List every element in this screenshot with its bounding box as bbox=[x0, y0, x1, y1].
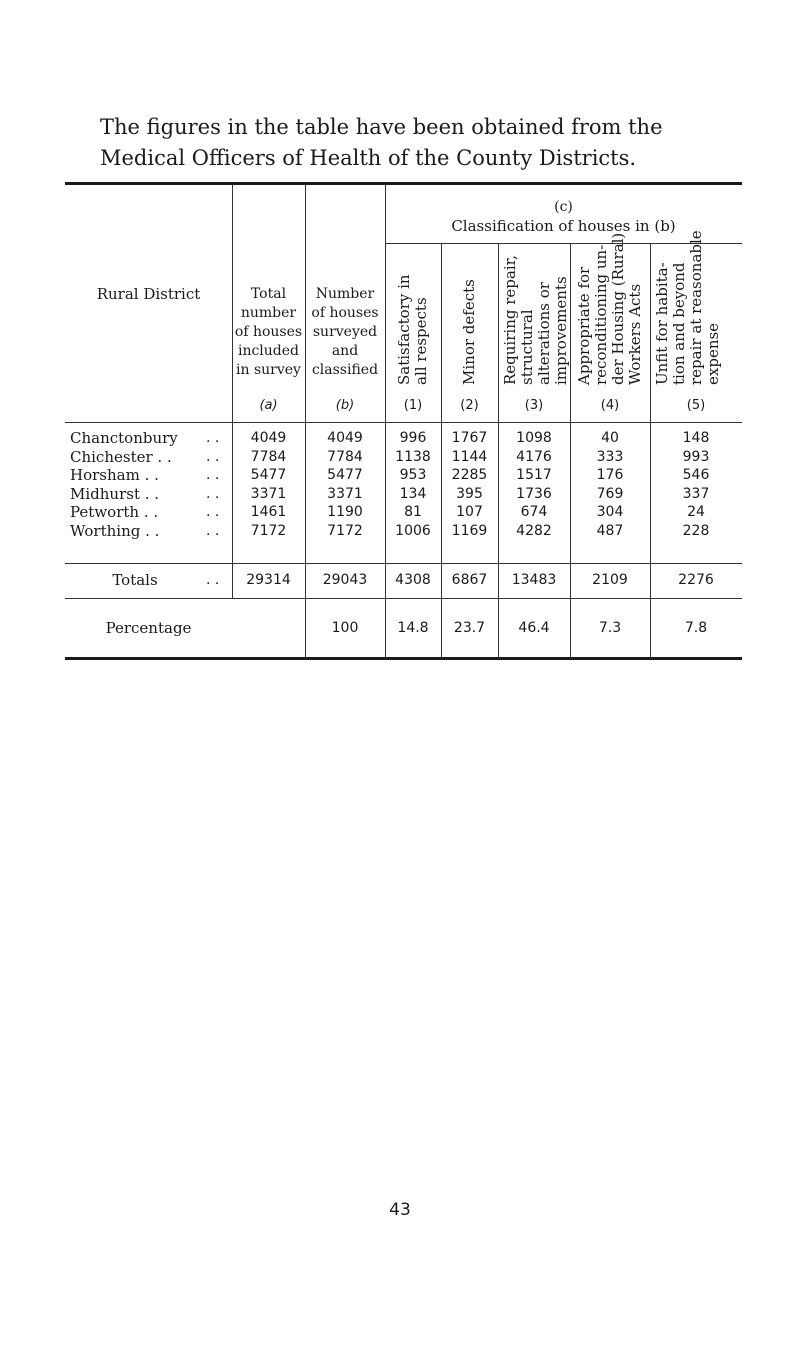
header-line: of houses bbox=[311, 305, 379, 321]
totals-label: Totals bbox=[112, 571, 158, 589]
table-cell: 1190 bbox=[327, 504, 363, 520]
percentage-cell: 7.3 bbox=[598, 620, 622, 636]
totals-cell: 29043 bbox=[322, 572, 368, 588]
district-name: Horsham . . bbox=[70, 466, 159, 484]
table-cell: 4282 bbox=[516, 523, 552, 539]
table-cell: 337 bbox=[682, 486, 710, 502]
header-line: Satisfactory in bbox=[395, 274, 413, 385]
table-cell: 1098 bbox=[516, 430, 552, 446]
column-number: (3) bbox=[524, 398, 544, 413]
header-line: structural bbox=[518, 309, 536, 385]
table-cell: 3371 bbox=[250, 486, 287, 502]
table-cell: 769 bbox=[596, 486, 624, 502]
table-cell: 3371 bbox=[327, 486, 363, 502]
percentage-label: Percentage bbox=[105, 619, 192, 637]
percentage-cell: 14.8 bbox=[397, 620, 429, 636]
district-name: Worthing . . bbox=[70, 522, 160, 540]
totals-cell: 13483 bbox=[511, 572, 557, 588]
percentage-cell: 46.4 bbox=[518, 620, 550, 636]
totals-cell: 2109 bbox=[592, 572, 628, 588]
percentage-cell: 7.8 bbox=[684, 620, 708, 636]
group-title: Classification of houses in (b) bbox=[451, 217, 676, 235]
group-label: (c) bbox=[554, 199, 573, 215]
table-cell: 1138 bbox=[395, 449, 431, 465]
column-number: (a) bbox=[259, 398, 278, 413]
district-name: Petworth . . bbox=[70, 503, 159, 521]
header-line: reconditioning un- bbox=[592, 244, 610, 385]
table-cell: 1006 bbox=[395, 523, 431, 539]
leader-dots: . . bbox=[206, 430, 220, 446]
table-bottom-rule bbox=[65, 657, 742, 660]
header-line: included bbox=[237, 343, 300, 359]
header-line: and bbox=[331, 343, 359, 359]
leader-dots: . . bbox=[206, 523, 220, 539]
header-line: repair at reasonable bbox=[687, 230, 705, 385]
table-cell: 7784 bbox=[250, 449, 287, 465]
table-cell: 953 bbox=[399, 467, 427, 483]
table-cell: 1169 bbox=[451, 523, 488, 539]
table-cell: 993 bbox=[682, 449, 710, 465]
table-cell: 107 bbox=[456, 504, 483, 520]
table-cell: 228 bbox=[682, 523, 710, 539]
header-line: Number bbox=[315, 286, 375, 302]
table-cell: 7172 bbox=[250, 523, 287, 539]
header-line: improvements bbox=[552, 276, 570, 385]
table-cell: 674 bbox=[520, 504, 548, 520]
header-line: expense bbox=[704, 322, 722, 385]
table-cell: 5477 bbox=[327, 467, 363, 483]
header-line: alterations or bbox=[535, 282, 553, 385]
header-district: Rural District bbox=[96, 285, 201, 303]
table-cell: 4049 bbox=[250, 430, 287, 446]
table-cell: 1461 bbox=[250, 504, 287, 520]
table-cell: 5477 bbox=[250, 467, 287, 483]
table-cell: 487 bbox=[596, 523, 624, 539]
table-cell: 148 bbox=[682, 430, 710, 446]
header-line: of houses bbox=[234, 324, 303, 340]
header-total bbox=[232, 285, 305, 380]
district-name: Midhurst . . bbox=[70, 485, 160, 503]
totals-top-rule bbox=[65, 563, 742, 564]
header-line: all respects bbox=[412, 297, 430, 385]
table-cell: 546 bbox=[682, 467, 710, 483]
district-name: Chanctonbury bbox=[70, 429, 178, 447]
table-cell: 134 bbox=[399, 486, 427, 502]
table-cell: 40 bbox=[601, 430, 619, 446]
header-line: Workers Acts bbox=[626, 283, 644, 385]
header-bottom-rule bbox=[65, 422, 742, 423]
column-number: (1) bbox=[403, 398, 423, 413]
totals-bottom-rule bbox=[65, 598, 742, 599]
table-cell: 395 bbox=[456, 486, 483, 502]
leader-dots: . . bbox=[206, 449, 220, 465]
header-surveyed bbox=[305, 285, 385, 380]
table-cell: 2285 bbox=[451, 467, 488, 483]
table-cell: 996 bbox=[399, 430, 427, 446]
header-line: tion and beyond bbox=[670, 262, 688, 385]
percentage-cell: 23.7 bbox=[453, 620, 486, 636]
intro-paragraph: The figures in the table have been obtained from the Medical Officers of Health of the County Districts. bbox=[100, 115, 663, 170]
table-cell: 1767 bbox=[451, 430, 488, 446]
header-line: Appropriate for bbox=[575, 266, 593, 385]
table-cell: 4049 bbox=[327, 430, 363, 446]
header-line: classified bbox=[311, 362, 379, 378]
table-cell: 333 bbox=[596, 449, 624, 465]
header-line: Minor defects bbox=[460, 279, 478, 385]
totals-cell: 2276 bbox=[678, 572, 714, 588]
column-number: (2) bbox=[460, 398, 479, 413]
table-top-rule bbox=[65, 182, 742, 185]
table-cell: 176 bbox=[596, 467, 624, 483]
table-cell: 1144 bbox=[451, 449, 488, 465]
header-line: surveyed bbox=[312, 324, 378, 340]
totals-dots: . . bbox=[206, 572, 220, 588]
leader-dots: . . bbox=[206, 504, 220, 520]
page-number: 43 bbox=[389, 1200, 411, 1220]
column-number: (4) bbox=[600, 398, 620, 413]
table-cell: 7172 bbox=[327, 523, 363, 539]
leader-dots: . . bbox=[206, 467, 220, 483]
table-cell: 1517 bbox=[516, 467, 552, 483]
header-line: in survey bbox=[236, 362, 301, 378]
table-cell: 1736 bbox=[516, 486, 552, 502]
table-cell: 81 bbox=[404, 504, 422, 520]
column-number: (b) bbox=[335, 398, 355, 413]
header-line: der Housing (Rural) bbox=[609, 232, 627, 385]
header-line: Requiring repair, bbox=[501, 255, 519, 385]
totals-cell: 6867 bbox=[451, 572, 488, 588]
percentage-cell: 100 bbox=[331, 620, 359, 636]
column-number: (5) bbox=[686, 398, 706, 413]
table-cell: 4176 bbox=[516, 449, 552, 465]
table-cell: 24 bbox=[687, 504, 705, 520]
header-line: number bbox=[240, 305, 297, 321]
table-cell: 304 bbox=[596, 504, 624, 520]
district-name: Chichester . . bbox=[70, 448, 172, 466]
leader-dots: . . bbox=[206, 486, 220, 502]
header-line: Total bbox=[250, 286, 287, 302]
totals-cell: 29314 bbox=[246, 572, 291, 588]
totals-cell: 4308 bbox=[395, 572, 431, 588]
table-cell: 7784 bbox=[327, 449, 363, 465]
header-line: Unfit for habita- bbox=[653, 262, 671, 385]
